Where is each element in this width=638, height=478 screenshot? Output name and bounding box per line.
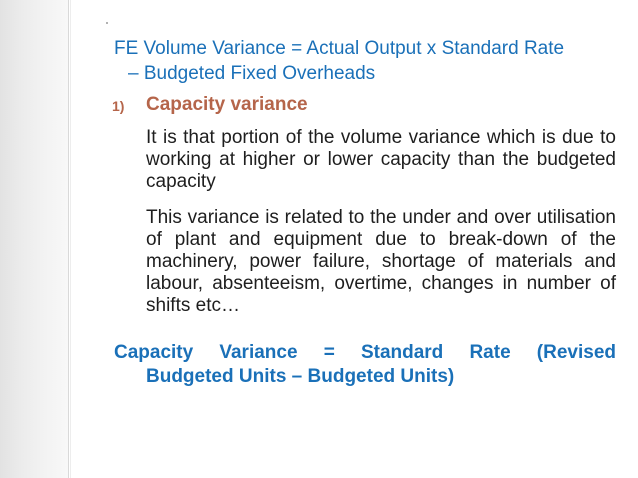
- left-decorative-band: [0, 0, 68, 478]
- left-edge-line: [68, 0, 69, 478]
- left-edge-line-inner: [70, 0, 71, 478]
- capacity-formula-line-1: Capacity Variance = Standard Rate (Revised: [114, 342, 616, 363]
- formula-line-1: FE Volume Variance = Actual Output x Standard Rate: [114, 38, 565, 59]
- capacity-formula-line-2: Budgeted Units – Budgeted Units): [146, 366, 455, 387]
- formula-line-2: – Budgeted Fixed Overheads: [128, 63, 376, 84]
- capacity-formula: [114, 341, 616, 389]
- definition-paragraph: It is that portion of the volume variance which is due to working at higher or lower capacity than the budgeted capacity: [146, 127, 616, 192]
- item-number: 1): [112, 98, 125, 114]
- explanation-paragraph: This variance is related to the under and over utilisation of plant and equipment due to break-down of the machinery, power failure, shortage of materials and labour, absenteeism, overtime, changes in number of shifts etc…: [146, 207, 616, 316]
- bullet-dot: [106, 22, 108, 24]
- capacity-variance-heading: Capacity variance: [146, 94, 308, 115]
